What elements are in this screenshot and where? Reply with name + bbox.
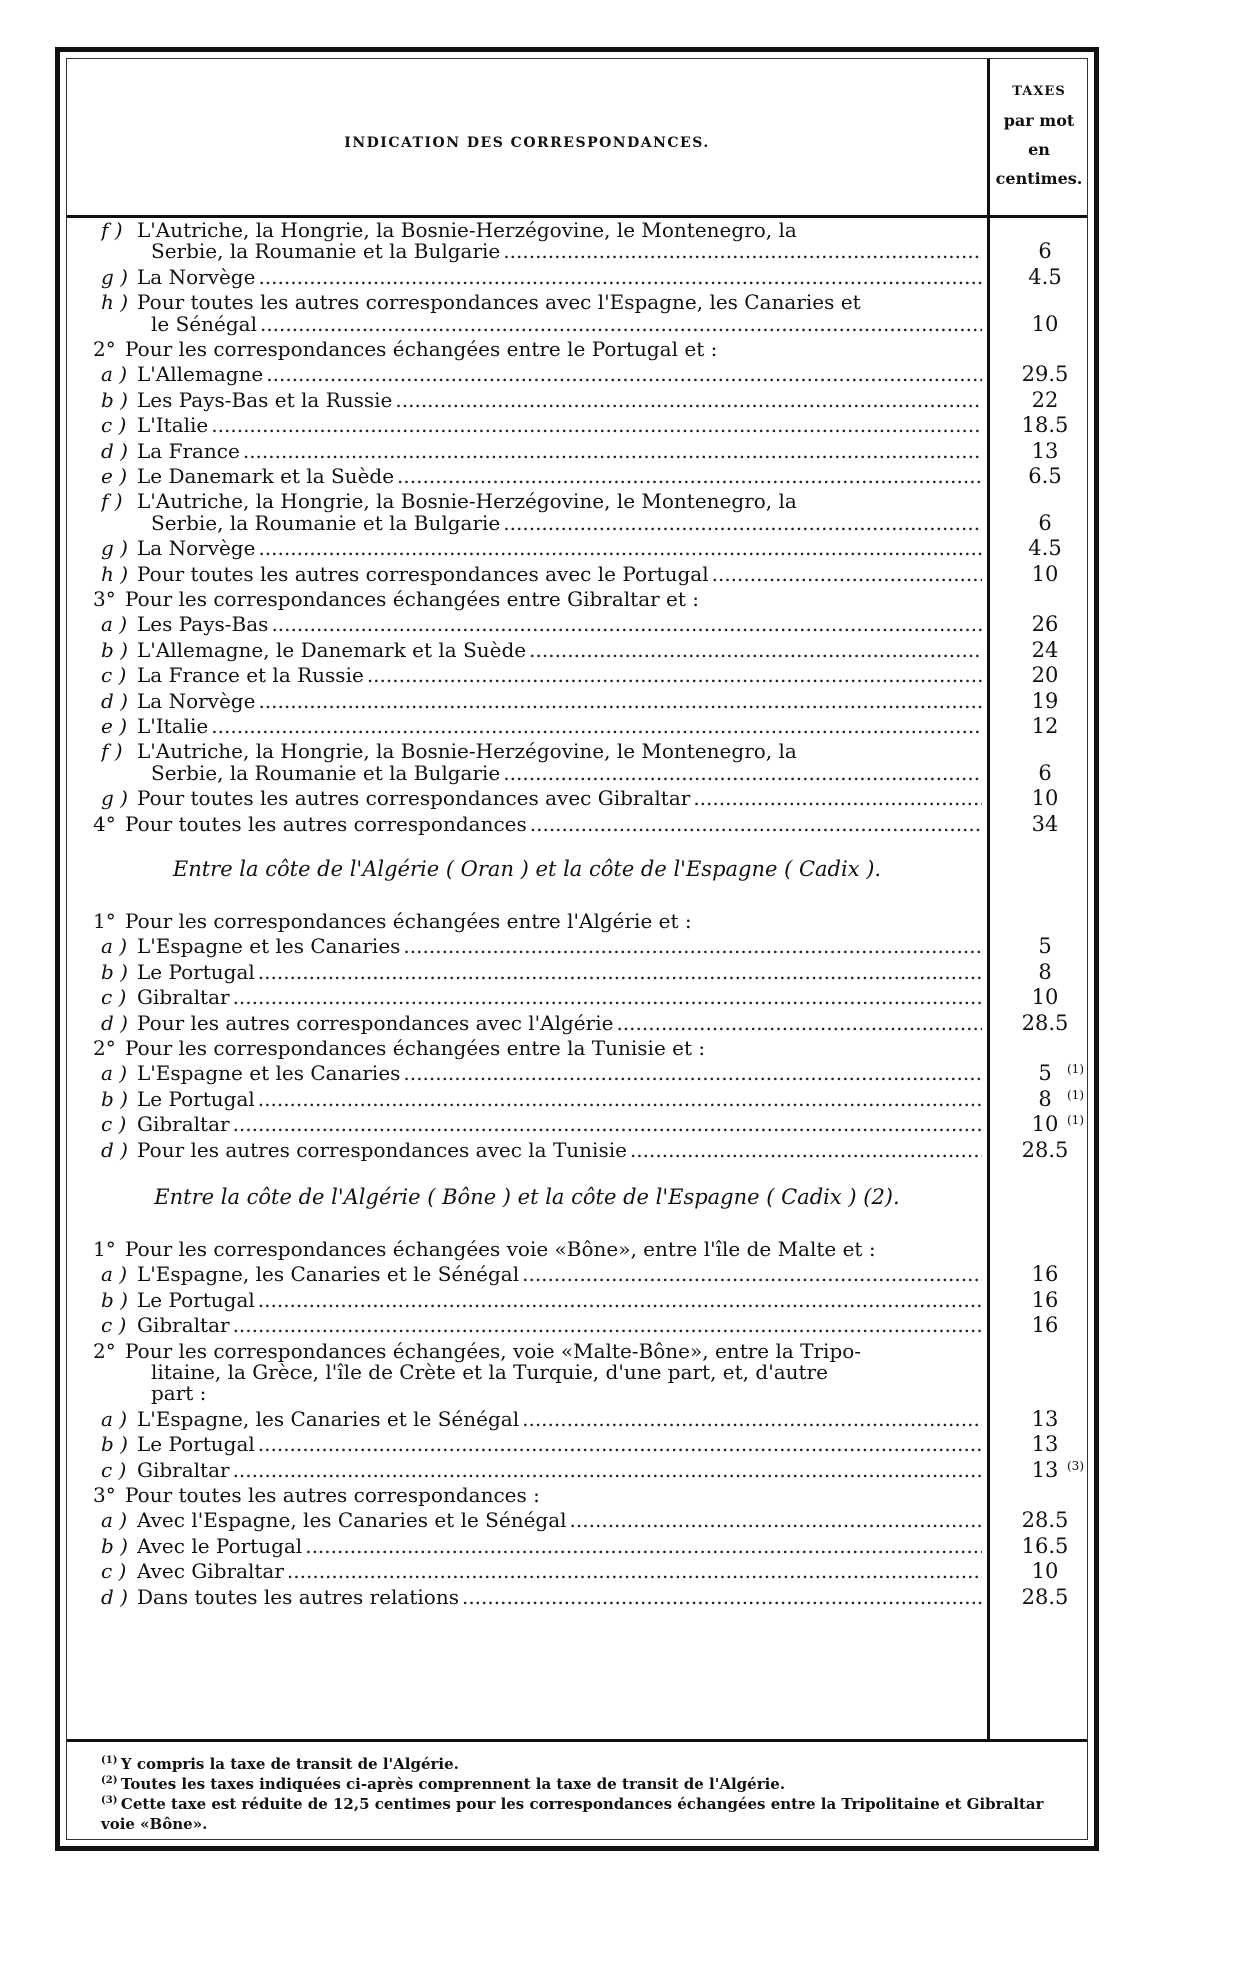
row-text-content: La Norvège	[137, 536, 256, 561]
row-label: d )	[101, 438, 128, 463]
leader-dots	[287, 1558, 982, 1584]
tax-value: 28.5	[1021, 1010, 1069, 1035]
tax-value: 4.5	[1028, 264, 1062, 289]
row-label: f )	[101, 489, 123, 514]
row-label: 2°	[93, 337, 116, 361]
leader-dots	[522, 1406, 982, 1432]
table-row	[67, 611, 1087, 637]
leader-dots	[258, 264, 982, 290]
tax-value: 10	[1031, 561, 1059, 586]
row-text	[137, 1137, 982, 1163]
leader-dots	[403, 1060, 982, 1086]
row-label: b )	[101, 1287, 128, 1312]
tax-value: 16	[1031, 1313, 1059, 1338]
leader-dots	[503, 760, 982, 786]
row-text-content: L'Allemagne	[137, 362, 264, 387]
row-text	[137, 1558, 982, 1584]
row-text	[137, 1086, 982, 1112]
tax-value: 6	[1038, 239, 1052, 264]
row-label: g )	[101, 536, 128, 561]
row-text	[137, 361, 982, 387]
row-label: c )	[101, 985, 127, 1010]
row-label: e )	[101, 714, 127, 738]
row-text	[137, 264, 982, 290]
row-text: Pour les correspondances échangées voie «Bône», entre l'île de Malte et :	[125, 1237, 876, 1261]
table-row	[67, 1431, 1087, 1457]
table-row	[67, 811, 1087, 837]
row-text	[137, 535, 982, 561]
table-row	[67, 959, 1087, 985]
column-header-taxes	[991, 77, 1087, 193]
row-label: d )	[101, 1137, 128, 1162]
leader-dots	[503, 510, 982, 536]
row-label: b )	[101, 387, 128, 412]
row-text-content: L'Espagne et les Canaries	[137, 1061, 401, 1086]
row-label: b )	[101, 959, 128, 984]
row-text-content: L'Espagne et les Canaries	[137, 934, 401, 959]
row-label: a )	[101, 934, 128, 959]
row-text: L'Autriche, la Hongrie, la Bosnie-Herzégovine, le Montenegro, la	[137, 218, 797, 242]
table-row	[67, 1086, 1087, 1112]
footnote-mark: (2)	[101, 1775, 121, 1786]
table-row	[67, 387, 1087, 413]
table-row	[67, 1035, 1087, 1061]
leader-dots	[630, 1137, 982, 1163]
section-heading: Entre la côte de l'Algérie ( Bône ) et la côte de l'Espagne ( Cadix ) (2).	[154, 1185, 900, 1209]
table-row	[67, 1558, 1087, 1584]
leader-dots	[211, 713, 982, 739]
row-label: 2°	[93, 1036, 116, 1060]
row-text	[137, 412, 982, 438]
table-row	[67, 1312, 1087, 1338]
table-row	[67, 412, 1087, 438]
row-text	[137, 637, 982, 663]
row-text	[137, 713, 982, 739]
row-text	[137, 561, 982, 587]
row-text	[137, 1507, 982, 1533]
leader-dots	[403, 933, 982, 959]
table-row	[67, 688, 1087, 714]
tax-value: 6	[1038, 510, 1052, 535]
leader-dots	[258, 1431, 982, 1457]
row-text-content: Les Pays-Bas et la Russie	[137, 387, 393, 412]
row-text: Pour les correspondances échangées entre l'Algérie et :	[125, 909, 692, 933]
row-text-content: Avec l'Espagne, les Canaries et le Sénégal	[137, 1508, 567, 1533]
leader-dots	[367, 662, 982, 688]
row-text-content: L'Italie	[137, 413, 209, 438]
row-text	[137, 1111, 982, 1137]
row-text-content: Serbie, la Roumanie et la Bulgarie	[151, 510, 501, 535]
leader-dots	[271, 611, 982, 637]
footnote-mark: (1)	[101, 1755, 121, 1766]
table-row-continued	[67, 760, 1087, 786]
tax-value: 16	[1031, 1287, 1059, 1312]
row-text-content: La France et la Russie	[137, 663, 364, 688]
row-text	[137, 662, 982, 688]
row-text-content: Pour les autres correspondances avec la Tunisie	[137, 1137, 627, 1162]
leader-dots	[693, 785, 982, 811]
row-text	[137, 933, 982, 959]
table-row	[67, 561, 1087, 587]
tax-value: 20	[1031, 663, 1059, 688]
row-text	[137, 1584, 982, 1610]
row-text	[137, 1457, 982, 1483]
footnote-ref: (1)	[1067, 1087, 1084, 1102]
tax-value: 10	[1031, 985, 1059, 1010]
row-label: b )	[101, 637, 128, 662]
leader-dots	[258, 1086, 982, 1112]
row-text-content: Pour toutes les autres correspondances avec Gibraltar	[137, 786, 691, 811]
table-row	[67, 1457, 1087, 1483]
tax-value: 8	[1038, 959, 1052, 984]
row-text: part :	[151, 1381, 207, 1406]
leader-dots	[570, 1507, 982, 1533]
leader-dots	[211, 412, 982, 438]
row-text	[137, 785, 982, 811]
table-row	[67, 1010, 1087, 1036]
table-row-continued	[67, 311, 1087, 337]
tax-value: 22	[1031, 387, 1059, 412]
row-text-content: Le Danemark et la Suède	[137, 464, 395, 488]
row-label: b )	[101, 1533, 128, 1558]
footnote	[101, 1791, 1067, 1834]
table-row	[67, 984, 1087, 1010]
table-row-continued	[67, 510, 1087, 536]
tax-value: 6	[1038, 760, 1052, 785]
footnote-text: Cette taxe est réduite de 12,5 centimes pour les correspondances échangées entre la Tripolitaine et Gibraltar voie «Bône».	[101, 1795, 1044, 1833]
row-text	[125, 811, 982, 837]
tax-value: 10	[1031, 311, 1059, 336]
table-inner	[66, 58, 1088, 1840]
table-row	[67, 438, 1087, 464]
row-text	[137, 387, 982, 413]
row-label: f )	[101, 218, 123, 242]
tax-value: 18.5	[1021, 413, 1069, 438]
row-text: Pour toutes les autres correspondances :	[125, 1483, 540, 1507]
table-row	[67, 933, 1087, 959]
tax-value: 28.5	[1021, 1584, 1069, 1609]
footer-rule	[67, 1739, 1087, 1742]
row-text-content: La Norvège	[137, 264, 256, 289]
tax-value: 13	[1031, 1457, 1059, 1482]
row-label: 3°	[93, 1483, 116, 1507]
row-label: c )	[101, 413, 127, 438]
leader-dots	[616, 1010, 982, 1036]
row-text	[137, 984, 982, 1010]
table-row	[67, 1482, 1087, 1508]
table-row	[67, 1406, 1087, 1432]
tax-value: 16	[1031, 1262, 1059, 1287]
row-label: a )	[101, 1061, 128, 1086]
row-text-content: le Sénégal	[151, 311, 257, 336]
tax-value: 28.5	[1021, 1508, 1069, 1533]
row-text-content: Gibraltar	[137, 1313, 230, 1338]
table-row	[67, 1584, 1087, 1610]
footnote-ref: (1)	[1067, 1113, 1084, 1128]
row-text-content: L'Italie	[137, 714, 209, 738]
tax-value: 16.5	[1021, 1533, 1069, 1558]
table-frame	[55, 47, 1099, 1851]
row-label: a )	[101, 612, 128, 637]
row-text-content: Gibraltar	[137, 1457, 230, 1482]
leader-dots	[503, 238, 982, 264]
table-row	[67, 1261, 1087, 1287]
row-text: Pour toutes les autres correspondances avec l'Espagne, les Canaries et	[137, 290, 861, 315]
table-row-continued	[67, 238, 1087, 264]
row-text: Pour les correspondances échangées, voie «Malte-Bône», entre la Tripo-	[125, 1338, 862, 1363]
table-row-continued	[67, 1380, 1087, 1406]
table-row	[67, 637, 1087, 663]
leader-dots	[395, 387, 982, 413]
table-row	[67, 908, 1087, 934]
tax-value: 10	[1031, 1112, 1059, 1137]
row-text-content: Pour toutes les autres correspondances avec le Portugal	[137, 561, 709, 586]
table-row	[67, 361, 1087, 387]
footnote-mark: (3)	[101, 1795, 121, 1806]
leader-dots	[233, 1111, 982, 1137]
row-text	[137, 611, 982, 637]
tax-value: 12	[1031, 714, 1059, 738]
row-text	[137, 1261, 982, 1287]
row-label: 4°	[93, 811, 116, 836]
row-text	[137, 1287, 982, 1313]
row-label: b )	[101, 1432, 128, 1457]
tax-value: 4.5	[1028, 536, 1062, 561]
leader-dots	[522, 1261, 982, 1287]
footnote-text: Y compris la taxe de transit de l'Algérie.	[120, 1755, 459, 1773]
tax-value: 10	[1031, 786, 1059, 811]
leader-dots	[233, 1457, 982, 1483]
leader-dots	[530, 811, 982, 837]
leader-dots	[266, 361, 982, 387]
row-label: a )	[101, 1406, 128, 1431]
row-text-content: Pour les autres correspondances avec l'Algérie	[137, 1010, 614, 1035]
row-label: c )	[101, 1559, 127, 1584]
row-text	[151, 760, 982, 786]
row-text	[137, 1406, 982, 1432]
table-row	[67, 586, 1087, 612]
tax-value: 28.5	[1021, 1137, 1069, 1162]
column-header-indication: INDICATION DES CORRESPONDANCES.	[344, 135, 710, 151]
footnote-text: Toutes les taxes indiquées ci-après comprennent la taxe de transit de l'Algérie.	[120, 1775, 786, 1793]
row-text-content: L'Allemagne, le Danemark et la Suède	[137, 637, 527, 662]
leader-dots	[258, 535, 982, 561]
table-row	[67, 662, 1087, 688]
table-row	[67, 1236, 1087, 1262]
row-label: a )	[101, 362, 128, 387]
table-row	[67, 336, 1087, 362]
row-text	[137, 1533, 982, 1559]
row-label: 3°	[93, 587, 116, 611]
tax-value: 13	[1031, 438, 1059, 463]
row-text	[151, 510, 982, 536]
tax-value: 26	[1031, 612, 1059, 637]
row-text-content: Dans toutes les autres relations	[137, 1584, 459, 1609]
tax-value: 5	[1038, 1061, 1052, 1086]
row-text	[151, 311, 982, 337]
tax-value: 5	[1038, 934, 1052, 959]
tax-value: 10	[1031, 1559, 1059, 1584]
row-text-content: Le Portugal	[137, 959, 255, 984]
row-label: a )	[101, 1508, 128, 1533]
row-label: c )	[101, 1112, 127, 1137]
row-label: g )	[101, 264, 128, 289]
table-row	[67, 1287, 1087, 1313]
tax-value: 24	[1031, 637, 1059, 662]
row-text	[137, 1060, 982, 1086]
row-text	[137, 1010, 982, 1036]
row-text-content: Pour toutes les autres correspondances	[125, 811, 527, 836]
table-row	[67, 1060, 1087, 1086]
row-text-content: Les Pays-Bas	[137, 612, 269, 637]
row-text-content: Le Portugal	[137, 1287, 255, 1312]
tax-value: 6.5	[1028, 464, 1062, 488]
table-row	[67, 463, 1087, 489]
row-text: Pour les correspondances échangées entre Gibraltar et :	[125, 587, 700, 611]
leader-dots	[712, 561, 982, 587]
row-text-content: Avec Gibraltar	[137, 1559, 284, 1584]
row-text-content: L'Espagne, les Canaries et le Sénégal	[137, 1406, 520, 1431]
row-text	[137, 1431, 982, 1457]
row-label: c )	[101, 663, 127, 688]
footnote-ref: (1)	[1067, 1062, 1084, 1077]
row-label: 2°	[93, 1338, 116, 1363]
leader-dots	[258, 688, 982, 714]
row-label: c )	[101, 1313, 127, 1338]
leader-dots	[258, 959, 982, 985]
leader-dots	[233, 984, 982, 1010]
tax-value: 13	[1031, 1406, 1059, 1431]
row-label: c )	[101, 1457, 127, 1482]
row-label: f )	[101, 739, 123, 764]
row-label: 1°	[93, 1237, 116, 1261]
table-row	[67, 713, 1087, 739]
row-label: h )	[101, 561, 129, 586]
row-text-content: Le Portugal	[137, 1432, 255, 1457]
leader-dots	[529, 637, 982, 663]
row-text	[137, 959, 982, 985]
row-text-content: Serbie, la Roumanie et la Bulgarie	[151, 239, 501, 264]
table-row	[67, 1507, 1087, 1533]
row-label: 1°	[93, 909, 116, 933]
tax-value: 19	[1031, 688, 1059, 713]
leader-dots	[233, 1312, 982, 1338]
leader-dots	[243, 438, 982, 464]
row-text-content: Serbie, la Roumanie et la Bulgarie	[151, 760, 501, 785]
tax-value: 29.5	[1021, 362, 1069, 387]
row-label: g )	[101, 786, 128, 811]
row-text-content: Avec le Portugal	[137, 1533, 303, 1558]
table-row	[67, 1137, 1087, 1163]
row-label: d )	[101, 688, 128, 713]
tax-value: 34	[1031, 811, 1059, 836]
row-text-content: Gibraltar	[137, 1112, 230, 1137]
table-row	[67, 785, 1087, 811]
leader-dots	[258, 1287, 982, 1313]
section-heading: Entre la côte de l'Algérie ( Oran ) et la côte de l'Espagne ( Cadix ).	[172, 857, 882, 881]
row-label: d )	[101, 1010, 128, 1035]
leader-dots	[260, 311, 982, 337]
taxes-line-3: en	[1028, 140, 1050, 159]
row-label: b )	[101, 1086, 128, 1111]
table-row	[67, 1533, 1087, 1559]
taxes-line-1: TAXES	[1012, 84, 1066, 99]
row-text	[137, 463, 982, 489]
row-label: e )	[101, 464, 127, 488]
row-text	[151, 238, 982, 264]
leader-dots	[305, 1533, 982, 1559]
row-text-content: Gibraltar	[137, 985, 230, 1010]
row-label: h )	[101, 290, 129, 315]
row-text: Pour les correspondances échangées entre le Portugal et :	[125, 337, 718, 361]
leader-dots	[397, 463, 982, 489]
row-text: Pour les correspondances échangées entre la Tunisie et :	[125, 1036, 706, 1060]
table-row	[67, 1111, 1087, 1137]
table-row	[67, 264, 1087, 290]
row-label: d )	[101, 1584, 128, 1609]
taxes-line-4: centimes.	[995, 169, 1083, 188]
tax-value: 8	[1038, 1086, 1052, 1111]
row-text: L'Autriche, la Hongrie, la Bosnie-Herzégovine, le Montenegro, la	[137, 739, 797, 764]
row-text-content: La Norvège	[137, 688, 256, 713]
tax-value: 13	[1031, 1432, 1059, 1457]
row-text	[137, 688, 982, 714]
taxes-line-2: par mot	[1003, 111, 1075, 130]
row-text-content: Le Portugal	[137, 1086, 255, 1111]
row-label: a )	[101, 1262, 128, 1287]
row-text-content: L'Espagne, les Canaries et le Sénégal	[137, 1262, 520, 1287]
row-text-content: La France	[137, 438, 240, 463]
row-text: L'Autriche, la Hongrie, la Bosnie-Herzégovine, le Montenegro, la	[137, 489, 797, 514]
row-text	[137, 438, 982, 464]
row-text: litaine, la Grèce, l'île de Crète et la Turquie, d'une part, et, d'autre	[151, 1360, 828, 1384]
table-row	[67, 535, 1087, 561]
row-text	[137, 1312, 982, 1338]
leader-dots	[462, 1584, 982, 1610]
footnote-ref: (3)	[1067, 1458, 1084, 1473]
